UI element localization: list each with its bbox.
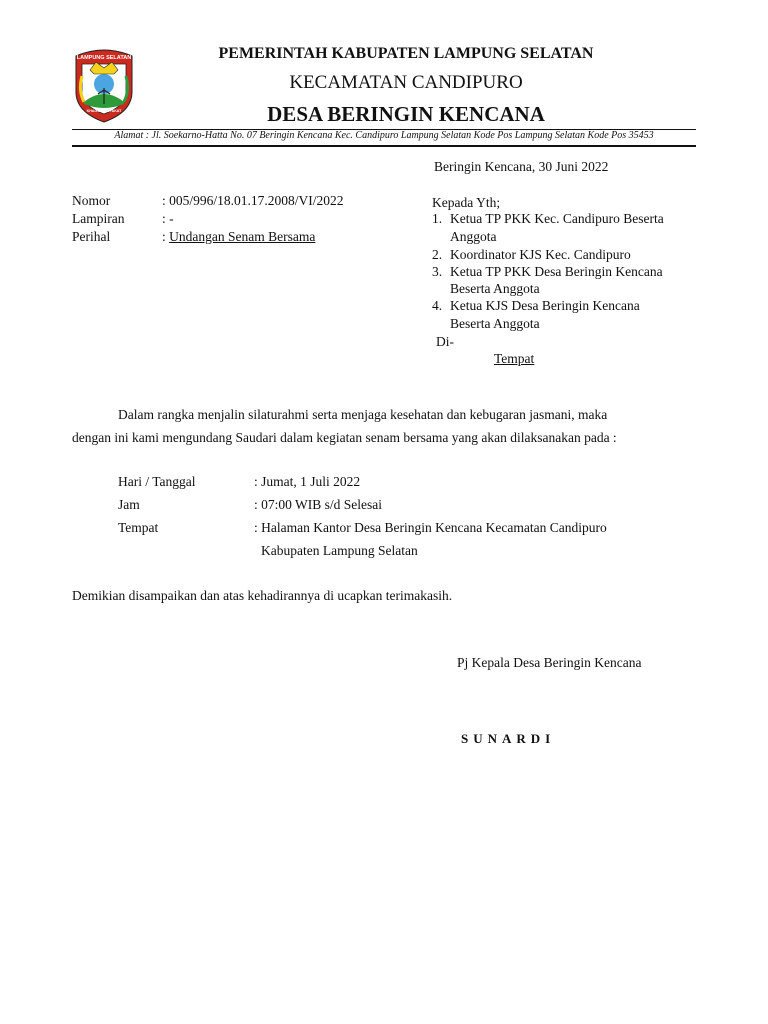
meta-label-lampiran: Lampiran: [72, 211, 125, 226]
recipient-line: Koordinator KJS Kec. Candipuro: [450, 247, 631, 262]
body-intro-line1: Dalam rangka menjalin silaturahmi serta menjaga kesehatan dan kebugaran jasmani, maka: [118, 407, 608, 422]
recipient-line: Ketua TP PKK Kec. Candipuro Beserta: [450, 211, 664, 226]
logo-bottom-text: KHAGOM MUFAKAT: [86, 109, 122, 113]
letterhead-address: Alamat : Jl. Soekarno-Hatta No. 07 Beringin Kencana Kec. Candipuro Lampung Selatan Kode Pos Lampung Selatan Kode Pos 35453: [114, 130, 654, 141]
detail-label-date: Hari / Tanggal: [118, 474, 196, 489]
detail-value-place: : Halaman Kantor Desa Beringin Kencana Kecamatan Candipuro: [254, 520, 607, 535]
recipient-di: Di-: [436, 334, 454, 349]
recipient-line: Ketua TP PKK Desa Beringin Kencana: [450, 264, 663, 279]
letterhead-government: PEMERINTAH KABUPATEN LAMPUNG SELATAN: [218, 45, 594, 62]
letterhead-district: KECAMATAN CANDIPURO: [289, 72, 523, 93]
meta-perihal-subject: Undangan Senam Bersama: [169, 229, 316, 244]
detail-value-date: : Jumat, 1 Juli 2022: [254, 474, 361, 489]
recipient-line: Beserta Anggota: [450, 281, 540, 296]
recipient-number: 4.: [432, 298, 443, 313]
detail-label-time: Jam: [118, 497, 140, 512]
recipient-number: 3.: [432, 264, 443, 279]
header-rule-thick: [72, 145, 696, 147]
meta-label-nomor: Nomor: [72, 193, 111, 208]
detail-value-place-cont: Kabupaten Lampung Selatan: [261, 543, 418, 558]
signature-name: SUNARDI: [461, 731, 556, 746]
recipient-line: Anggota: [450, 229, 497, 244]
meta-perihal-prefix: :: [162, 229, 170, 244]
detail-label-place: Tempat: [118, 520, 159, 535]
logo-top-text: LAMPUNG SELATAN: [76, 55, 132, 61]
meta-label-perihal: Perihal: [72, 229, 111, 244]
letterhead-village: DESA BERINGIN KENCANA: [267, 102, 545, 126]
recipient-line: Ketua KJS Desa Beringin Kencana: [450, 298, 640, 313]
recipient-line: Beserta Anggota: [450, 316, 540, 331]
body-intro-line2: dengan ini kami mengundang Saudari dalam kegiatan senam bersama yang akan dilaksanakan pada :: [72, 430, 617, 445]
meta-value-perihal: [162, 229, 315, 245]
recipient-number: 2.: [432, 247, 443, 262]
signature-title: Pj Kepala Desa Beringin Kencana: [457, 655, 642, 670]
letter-date: Beringin Kencana, 30 Juni 2022: [434, 159, 609, 174]
meta-value-lampiran: : -: [162, 211, 174, 226]
regional-emblem-icon: [68, 46, 140, 124]
meta-value-nomor: : 005/996/18.01.17.2008/VI/2022: [162, 193, 344, 208]
detail-value-time: : 07:00 WIB s/d Selesai: [254, 497, 382, 512]
recipients-heading: Kepada Yth;: [432, 195, 501, 210]
closing-statement: Demikian disampaikan dan atas kehadirannya di ucapkan terimakasih.: [72, 588, 453, 603]
recipient-place: Tempat: [494, 351, 535, 366]
recipient-number: 1.: [432, 211, 443, 226]
